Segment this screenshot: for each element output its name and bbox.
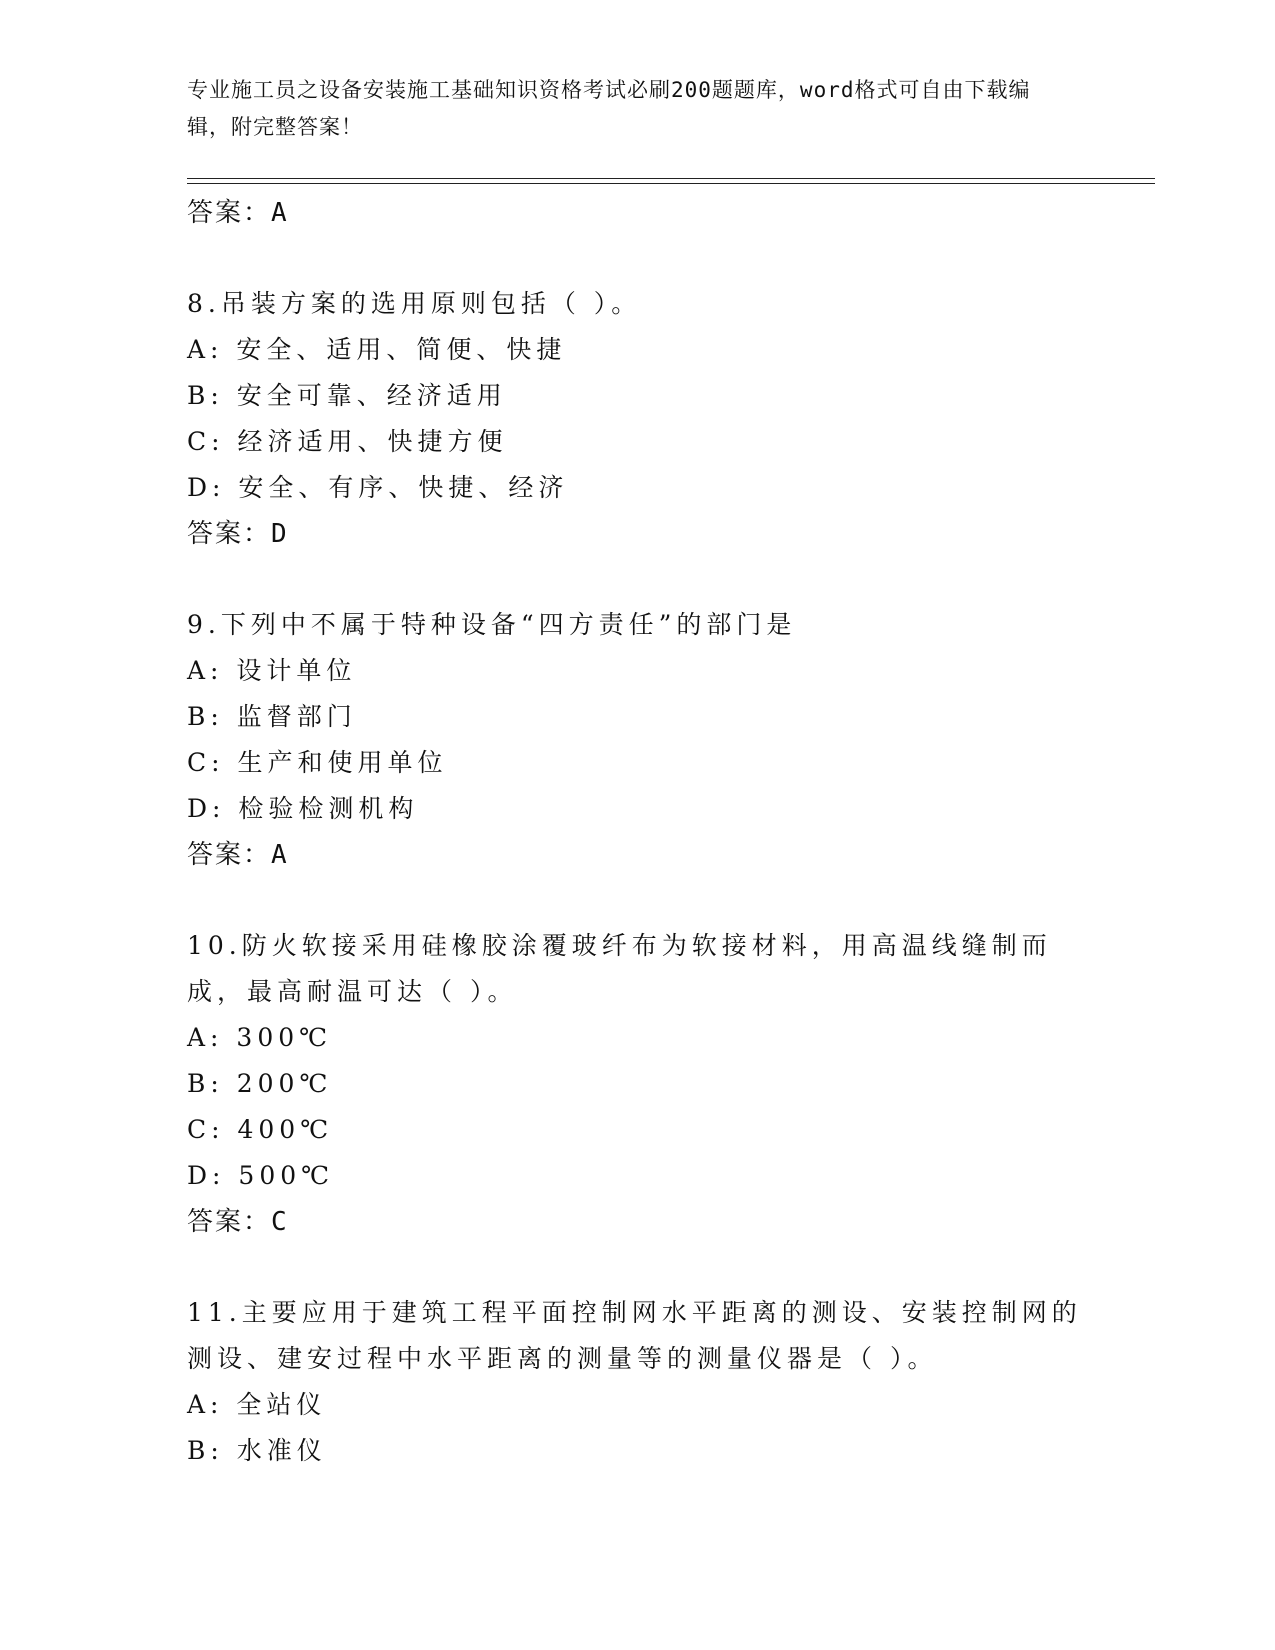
document-header: 专业施工员之设备安装施工基础知识资格考试必刷200题题库，word格式可自由下载编辑，附完整答案！ bbox=[187, 78, 1031, 139]
option-a: A: 全站仪 bbox=[187, 1390, 327, 1419]
answer-label: 答案： bbox=[187, 840, 272, 870]
spacer bbox=[187, 878, 1087, 923]
option-a: A: 安全、适用、简便、快捷 bbox=[187, 335, 567, 364]
option-c: C: 生产和使用单位 bbox=[187, 748, 448, 777]
option-b: B: 安全可靠、经济适用 bbox=[187, 381, 507, 410]
header-rule-top bbox=[187, 178, 1155, 179]
question-10 bbox=[187, 923, 1087, 1245]
question-9 bbox=[187, 602, 1087, 878]
spacer bbox=[187, 557, 1087, 602]
question-11 bbox=[187, 1290, 1087, 1474]
option-d: D: 检验检测机构 bbox=[187, 794, 419, 823]
question-text: 8.吊装方案的选用原则包括（ ）。 bbox=[187, 289, 642, 318]
option-a: A: 设计单位 bbox=[187, 656, 357, 685]
answer-value: A bbox=[271, 198, 289, 228]
option-a: A: 300℃ bbox=[187, 1023, 333, 1052]
answer-line bbox=[187, 190, 1087, 236]
answer-line bbox=[187, 511, 1087, 557]
question-text: 11.主要应用于建筑工程平面控制网水平距离的测设、安装控制网的测设、建安过程中水平距离的测量等的测量仪器是（ ）。 bbox=[187, 1298, 1082, 1373]
option-b: B: 监督部门 bbox=[187, 702, 357, 731]
spacer bbox=[187, 1245, 1087, 1290]
header-rule-bottom bbox=[187, 183, 1155, 184]
question-text: 10.防火软接采用硅橡胶涂覆玻纤布为软接材料，用高温线缝制而成，最高耐温可达（ ）。 bbox=[187, 931, 1052, 1006]
option-c: C: 经济适用、快捷方便 bbox=[187, 427, 508, 456]
answer-line bbox=[187, 1199, 1087, 1245]
option-b: B: 水准仪 bbox=[187, 1436, 327, 1465]
question-8 bbox=[187, 281, 1087, 557]
question-list bbox=[187, 190, 1087, 1474]
answer-label: 答案： bbox=[187, 1207, 272, 1237]
question-text: 9.下列中不属于特种设备“四方责任”的部门是 bbox=[187, 610, 797, 639]
option-b: B: 200℃ bbox=[187, 1069, 333, 1098]
spacer bbox=[187, 236, 1087, 281]
answer-label: 答案： bbox=[187, 198, 272, 228]
answer-line bbox=[187, 832, 1087, 878]
answer-value: C bbox=[271, 1207, 289, 1237]
answer-value: A bbox=[271, 840, 289, 870]
option-c: C: 400℃ bbox=[187, 1115, 334, 1144]
answer-label: 答案： bbox=[187, 519, 272, 549]
option-d: D: 500℃ bbox=[187, 1161, 335, 1190]
answer-value: D bbox=[271, 519, 289, 549]
option-d: D: 安全、有序、快捷、经济 bbox=[187, 473, 569, 502]
